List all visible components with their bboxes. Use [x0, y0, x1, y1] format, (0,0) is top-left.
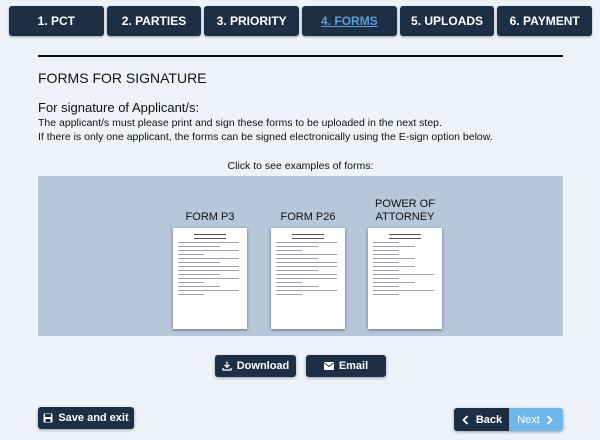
chevron-left-icon — [461, 415, 471, 425]
section-heading: FORMS FOR SIGNATURE — [38, 70, 207, 86]
email-label: Email — [338, 360, 369, 372]
floppy-disk-icon — [43, 413, 53, 423]
save-and-exit-button[interactable] — [38, 407, 134, 429]
form-p26-card[interactable] — [271, 198, 345, 329]
download-button[interactable] — [215, 355, 296, 377]
form-title: FORM P26 — [280, 211, 336, 223]
form-p26-thumbnail[interactable] — [271, 228, 345, 329]
step-label: 1. PCT — [37, 14, 75, 28]
power-of-attorney-card[interactable] — [368, 198, 442, 329]
form-p3-thumbnail[interactable] — [173, 228, 247, 329]
next-label: Next — [517, 413, 540, 426]
step-pct[interactable] — [9, 6, 104, 36]
click-prompt: Click to see examples of forms: — [227, 160, 374, 172]
section-subheading: For signature of Applicant/s: — [38, 100, 200, 115]
form-title: FORM P3 — [185, 211, 235, 223]
esign-note: If there is only one applicant, the forms can be signed electronically using the E-sign option below. — [38, 131, 493, 143]
form-p3-card[interactable] — [173, 198, 247, 329]
download-label: Download — [236, 360, 290, 372]
back-label: Back — [475, 413, 503, 426]
step-label: 3. PRIORITY — [216, 14, 287, 28]
next-button[interactable] — [509, 408, 563, 431]
save-and-exit-label: Save and exit — [58, 412, 129, 424]
download-icon — [222, 361, 232, 371]
instructions-text: The applicant/s must please print and sign these forms to be uploaded in the next step. — [38, 117, 442, 129]
section-divider — [38, 55, 563, 57]
step-label: 5. UPLOADS — [411, 14, 484, 28]
envelope-icon — [324, 361, 334, 371]
step-forms[interactable] — [302, 6, 397, 36]
email-button[interactable] — [306, 355, 386, 377]
wizard-steps — [9, 6, 592, 36]
power-of-attorney-thumbnail[interactable] — [368, 228, 442, 329]
step-uploads[interactable] — [400, 6, 495, 36]
form-title: POWER OF ATTORNEY — [375, 198, 435, 223]
back-button[interactable] — [454, 408, 509, 431]
step-label: 6. PAYMENT — [509, 14, 580, 28]
step-label: 2. PARTIES — [121, 14, 187, 28]
forms-panel — [38, 176, 563, 336]
step-priority[interactable] — [204, 6, 299, 36]
step-parties[interactable] — [107, 6, 202, 36]
step-payment[interactable] — [497, 6, 592, 36]
chevron-right-icon — [545, 415, 555, 425]
step-label: 4. FORMS — [321, 14, 378, 28]
